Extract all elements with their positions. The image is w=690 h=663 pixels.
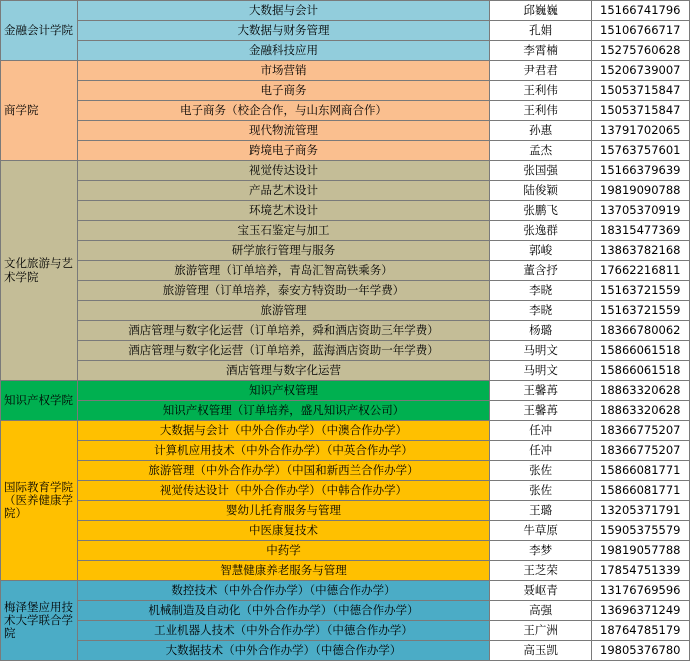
phone-cell: 15866081771 [592, 461, 690, 481]
table-row [1, 601, 690, 621]
phone-cell: 13696371249 [592, 601, 690, 621]
contact-person-cell: 王璐 [490, 501, 592, 521]
college-cell: 国际教育学院（医养健康学院） [1, 421, 78, 581]
phone-cell: 15275760628 [592, 41, 690, 61]
major-cell: 市场营销 [77, 61, 490, 81]
major-cell: 旅游管理 [77, 301, 490, 321]
contact-person-cell: 孔娟 [490, 21, 592, 41]
phone-cell: 15206739007 [592, 61, 690, 81]
table-row [1, 401, 690, 421]
table-row [1, 621, 690, 641]
major-cell: 大数据与会计 [77, 1, 490, 21]
phone-cell: 19819057788 [592, 541, 690, 561]
phone-cell: 13705370919 [592, 201, 690, 221]
table-row [1, 421, 690, 441]
phone-cell: 18863320628 [592, 381, 690, 401]
table-body [1, 1, 690, 661]
phone-cell: 13863782168 [592, 241, 690, 261]
contact-person-cell: 孟杰 [490, 141, 592, 161]
table-row [1, 541, 690, 561]
table-row [1, 221, 690, 241]
major-cell: 中药学 [77, 541, 490, 561]
contact-person-cell: 尹君君 [490, 61, 592, 81]
phone-cell: 13205371791 [592, 501, 690, 521]
phone-cell: 15053715847 [592, 81, 690, 101]
table-row [1, 81, 690, 101]
table-row [1, 301, 690, 321]
college-cell: 商学院 [1, 61, 78, 161]
table-row [1, 121, 690, 141]
contact-person-cell: 李梦 [490, 541, 592, 561]
major-cell: 环境艺术设计 [77, 201, 490, 221]
major-cell: 酒店管理与数字化运营（订单培养，舜和酒店资助三年学费） [77, 321, 490, 341]
contact-person-cell: 邱巍巍 [490, 1, 592, 21]
phone-cell: 13791702065 [592, 121, 690, 141]
contact-person-cell: 陆俊颖 [490, 181, 592, 201]
phone-cell: 15163721559 [592, 301, 690, 321]
major-cell: 金融科技应用 [77, 41, 490, 61]
major-cell: 跨境电子商务 [77, 141, 490, 161]
major-cell: 旅游管理（中外合作办学）（中国和新西兰合作办学） [77, 461, 490, 481]
major-cell: 旅游管理（订单培养，泰安方特资助一年学费） [77, 281, 490, 301]
college-cell: 知识产权学院 [1, 381, 78, 421]
major-cell: 旅游管理（订单培养，青岛汇智高铁乘务） [77, 261, 490, 281]
phone-cell: 18366775207 [592, 421, 690, 441]
contact-person-cell: 任冲 [490, 421, 592, 441]
phone-cell: 15106766717 [592, 21, 690, 41]
phone-cell: 18315477369 [592, 221, 690, 241]
major-cell: 大数据技术（中外合作办学）（中德合作办学） [77, 641, 490, 661]
contact-person-cell: 王馨苒 [490, 381, 592, 401]
phone-cell: 19805376780 [592, 641, 690, 661]
table-row [1, 381, 690, 401]
table-row [1, 481, 690, 501]
contact-person-cell: 聂岖青 [490, 581, 592, 601]
contact-person-cell: 王馨苒 [490, 401, 592, 421]
contact-person-cell: 张佐 [490, 461, 592, 481]
table-row [1, 1, 690, 21]
contact-person-cell: 王利伟 [490, 101, 592, 121]
contact-person-cell: 张逸群 [490, 221, 592, 241]
major-cell: 机械制造及自动化（中外合作办学）（中德合作办学） [77, 601, 490, 621]
contact-person-cell: 牛草原 [490, 521, 592, 541]
major-cell: 电子商务 [77, 81, 490, 101]
contact-person-cell: 高强 [490, 601, 592, 621]
major-cell: 现代物流管理 [77, 121, 490, 141]
phone-cell: 15866061518 [592, 361, 690, 381]
contact-person-cell: 马明文 [490, 341, 592, 361]
table-row [1, 581, 690, 601]
phone-cell: 18366775207 [592, 441, 690, 461]
table-row [1, 201, 690, 221]
major-cell: 数控技术（中外合作办学）（中德合作办学） [77, 581, 490, 601]
college-cell: 金融会计学院 [1, 1, 78, 61]
table-row [1, 281, 690, 301]
major-cell: 知识产权管理 [77, 381, 490, 401]
phone-cell: 19819090788 [592, 181, 690, 201]
contact-person-cell: 张鹏飞 [490, 201, 592, 221]
table-row [1, 41, 690, 61]
table-row [1, 321, 690, 341]
contact-person-cell: 王芝荣 [490, 561, 592, 581]
table-row [1, 641, 690, 661]
major-cell: 酒店管理与数字化运营（订单培养，蓝海酒店资助一年学费） [77, 341, 490, 361]
major-cell: 工业机器人技术（中外合作办学）（中德合作办学） [77, 621, 490, 641]
table-row [1, 561, 690, 581]
table-row [1, 461, 690, 481]
phone-cell: 15166741796 [592, 1, 690, 21]
major-cell: 视觉传达设计（中外合作办学）（中韩合作办学） [77, 481, 490, 501]
contact-person-cell: 任冲 [490, 441, 592, 461]
major-cell: 大数据与财务管理 [77, 21, 490, 41]
table-row [1, 141, 690, 161]
table-row [1, 21, 690, 41]
contact-person-cell: 王利伟 [490, 81, 592, 101]
major-cell: 中医康复技术 [77, 521, 490, 541]
major-cell: 大数据与会计（中外合作办学）（中澳合作办学） [77, 421, 490, 441]
contact-person-cell: 李晓 [490, 301, 592, 321]
contact-person-cell: 马明文 [490, 361, 592, 381]
phone-cell: 13176769596 [592, 581, 690, 601]
major-cell: 宝玉石鉴定与加工 [77, 221, 490, 241]
table-row [1, 341, 690, 361]
major-cell: 婴幼儿托育服务与管理 [77, 501, 490, 521]
table-row [1, 501, 690, 521]
phone-cell: 15163721559 [592, 281, 690, 301]
table-row [1, 521, 690, 541]
table-row [1, 441, 690, 461]
table-row [1, 261, 690, 281]
phone-cell: 18863320628 [592, 401, 690, 421]
phone-cell: 15866061518 [592, 341, 690, 361]
contact-person-cell: 王广洲 [490, 621, 592, 641]
college-cell: 文化旅游与艺术学院 [1, 161, 78, 381]
contact-person-cell: 董含抒 [490, 261, 592, 281]
major-cell: 智慧健康养老服务与管理 [77, 561, 490, 581]
phone-cell: 17854751339 [592, 561, 690, 581]
contact-person-cell: 李晓 [490, 281, 592, 301]
phone-cell: 18764785179 [592, 621, 690, 641]
contact-person-cell: 张佐 [490, 481, 592, 501]
contact-person-cell: 孙惠 [490, 121, 592, 141]
major-cell: 研学旅行管理与服务 [77, 241, 490, 261]
phone-cell: 15166379639 [592, 161, 690, 181]
major-cell: 电子商务（校企合作，与山东网商合作） [77, 101, 490, 121]
contact-person-cell: 张国强 [490, 161, 592, 181]
phone-cell: 18366780062 [592, 321, 690, 341]
phone-cell: 17662216811 [592, 261, 690, 281]
phone-cell: 15866081771 [592, 481, 690, 501]
contact-person-cell: 杨璐 [490, 321, 592, 341]
contact-person-cell: 郭峻 [490, 241, 592, 261]
table-row [1, 361, 690, 381]
phone-cell: 15905375579 [592, 521, 690, 541]
table-row [1, 241, 690, 261]
major-cell: 视觉传达设计 [77, 161, 490, 181]
college-cell: 梅泽堡应用技术大学联合学院 [1, 581, 78, 661]
contact-person-cell: 高玉凯 [490, 641, 592, 661]
table-row [1, 61, 690, 81]
table-row [1, 181, 690, 201]
major-cell: 计算机应用技术（中外合作办学）（中英合作办学） [77, 441, 490, 461]
major-cell: 知识产权管理（订单培养，盛凡知识产权公司） [77, 401, 490, 421]
table-row [1, 161, 690, 181]
table-row [1, 101, 690, 121]
contact-person-cell: 李霄楠 [490, 41, 592, 61]
major-cell: 产品艺术设计 [77, 181, 490, 201]
phone-cell: 15053715847 [592, 101, 690, 121]
phone-cell: 15763757601 [592, 141, 690, 161]
major-cell: 酒店管理与数字化运营 [77, 361, 490, 381]
